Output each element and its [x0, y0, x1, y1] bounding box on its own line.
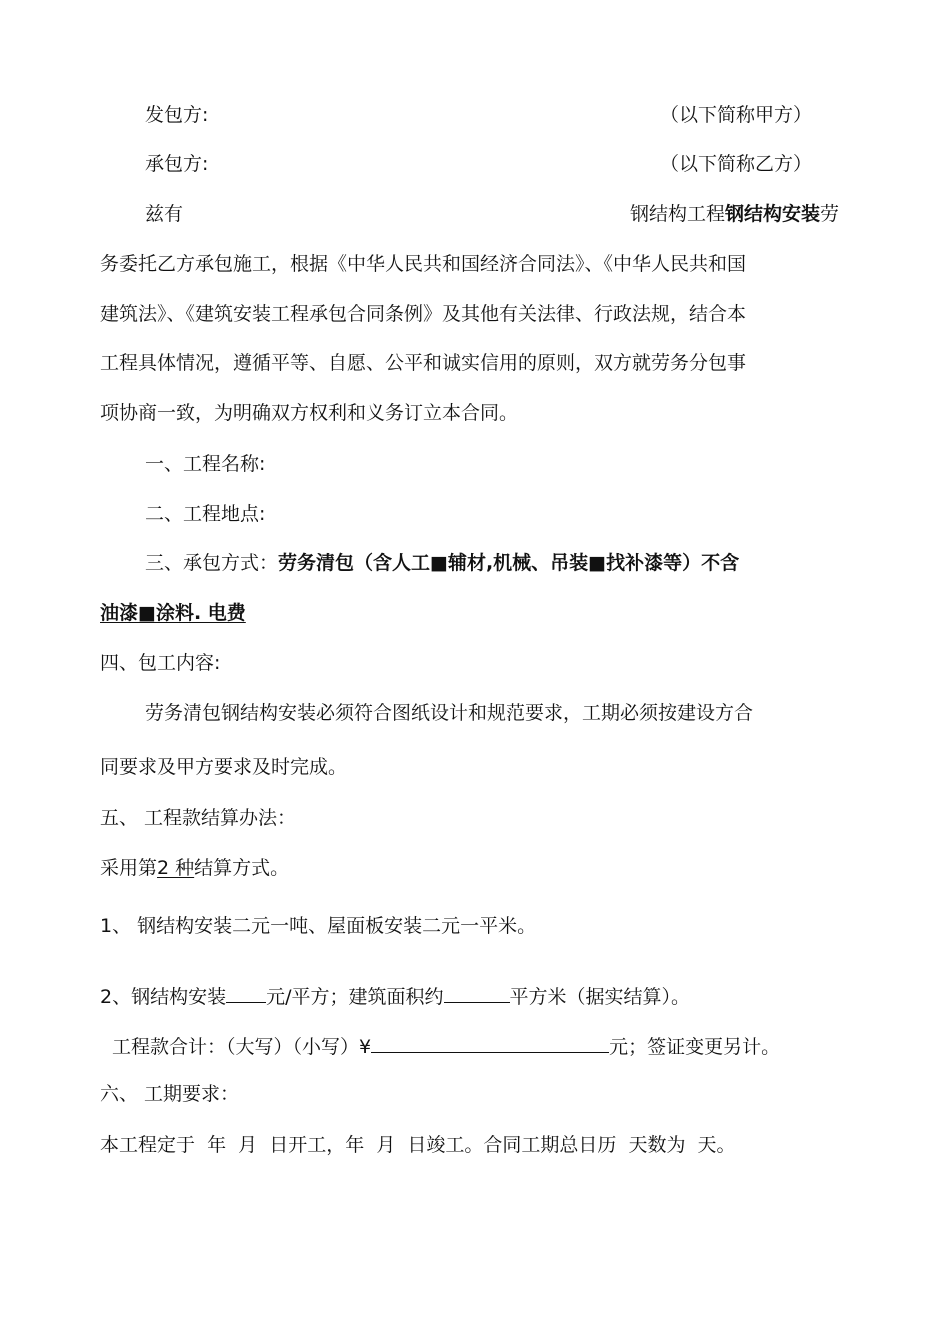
party-b-label: 承包方: — [145, 153, 209, 175]
intro-project-a: 钢结构工程 — [630, 203, 726, 225]
section-5-method — [100, 859, 289, 878]
section-5-method-suffix: 结算方式。 — [194, 857, 290, 879]
section-5-item-2-c: 平方米（据实结算）。 — [509, 986, 691, 1009]
unit-price-blank — [226, 984, 266, 1003]
section-5-total — [112, 1034, 780, 1057]
section-2-project-location: 二、工程地点: — [145, 503, 266, 525]
party-b-note: （以下简称乙方） — [660, 153, 813, 175]
intro-tail: 劳 — [820, 203, 840, 225]
intro-project-b: 钢结构安装 — [725, 203, 821, 225]
section-5-item-1: 1、 钢结构安装二元一吨、屋面板安装二元一平米。 — [100, 915, 537, 937]
section-3-value-1: 劳务清包（含人工■辅材,机械、吊装■找补漆等）不含 — [278, 552, 740, 574]
intro-project-line — [630, 205, 839, 224]
section-1-project-name: 一、工程名称: — [145, 453, 266, 475]
section-3-line-1 — [145, 554, 739, 573]
section-5-item-2-b: 元/平方；建筑面积约 — [266, 986, 444, 1009]
party-a-label: 发包方: — [145, 104, 209, 126]
total-amount-blank — [371, 1034, 609, 1053]
section-3-value-2: 油漆■涂料. 电费 — [100, 602, 246, 624]
party-a-note: （以下简称甲方） — [660, 104, 813, 126]
section-5-item-2 — [100, 984, 690, 1007]
section-5-total-b: 元；签证变更另计。 — [609, 1036, 781, 1059]
intro-line-4: 工程具体情况，遵循平等、自愿、公平和诚实信用的原则，双方就劳务分包事 — [100, 352, 747, 374]
section-5-item-2-a: 2、钢结构安装 — [100, 986, 227, 1009]
section-6-body: 本工程定于 年 月 日开工，年 月 日竣工。合同工期总日历 天数为 天。 — [100, 1134, 736, 1156]
section-4-body-2: 同要求及甲方要求及时完成。 — [100, 756, 348, 778]
intro-line-3: 建筑法》、《建筑安装工程承包合同条例》及其他有关法律、行政法规，结合本 — [100, 303, 747, 325]
intro-line-5: 项协商一致，为明确双方权利和义务订立本合同。 — [100, 402, 519, 424]
section-6-heading: 六、 工期要求： — [100, 1083, 240, 1105]
section-5-method-value: 2 种 — [157, 857, 195, 879]
section-3-label: 三、承包方式： — [145, 552, 279, 574]
section-4-heading: 四、包工内容: — [100, 652, 221, 674]
intro-prefix: 兹有 — [145, 203, 184, 225]
section-5-total-a: 工程款合计：（大写）（小写）¥ — [112, 1036, 372, 1059]
area-blank — [444, 984, 510, 1003]
intro-line-2: 务委托乙方承包施工，根据《中华人民共和国经济合同法》、《中华人民共和国 — [100, 253, 747, 275]
section-4-body-1: 劳务清包钢结构安装必须符合图纸设计和规范要求，工期必须按建设方合 — [145, 702, 754, 724]
section-5-method-prefix: 采用第 — [100, 857, 158, 879]
section-5-heading: 五、 工程款结算办法： — [100, 807, 297, 829]
